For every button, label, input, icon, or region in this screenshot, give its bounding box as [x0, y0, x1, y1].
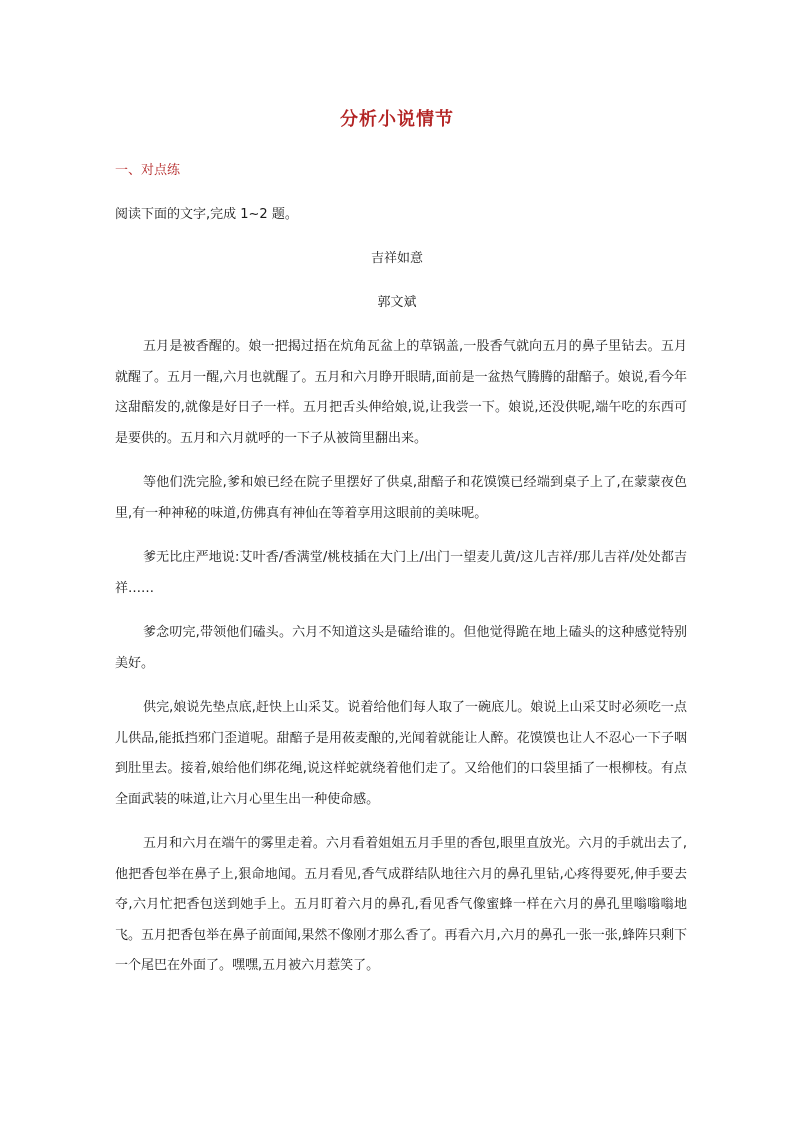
story-paragraph-2: 等他们洗完脸,爹和娘已经在院子里摆好了供桌,甜醅子和花馍馍已经端到桌子上了,在蒙蒙夜色里,有一种神秘的味道,仿佛真有神仙在等着享用这眼前的美味呢。: [115, 475, 687, 521]
story-body: [115, 332, 687, 996]
story-title: 吉祥如意: [370, 251, 423, 266]
story-paragraph-6: 五月和六月在端午的雾里走着。六月看着姐姐五月手里的香包,眼里直放光。六月的手就出去了,他把香包举在鼻子上,狠命地闻。五月看见,香气成群结队地往六月的鼻孔里钻,心疼得要死,伸手要去夺,六月忙把香包送到她手上。五月盯着六月的鼻孔,看见香气像蜜蜂一样在六月的鼻孔里嗡嗡嗡地飞。五月把香包举在鼻子前面闻,果然不像刚才那么香了。再看六月,六月的鼻孔一张一张,蜂阵只剩下一个尾巴在外面了。嘿嘿,五月被六月惹笑了。: [115, 836, 687, 973]
story-paragraph-5: 供完,娘说先垫点底,赶快上山采艾。说着给他们每人取了一碗底儿。娘说上山采艾时必须吃一点儿供品,能抵挡邪门歪道呢。甜醅子是用莜麦酿的,光闻着就能让人醉。花馍馍也让人不忍心一下子咽到肚里去。接着,娘给他们绑花绳,说这样蛇就绕着他们走了。又给他们的口袋里插了一根柳枝。有点全面武装的味道,让六月心里生出一种使命感。: [115, 700, 687, 807]
instruction-text: 阅读下面的文字,完成 1~2 题。: [115, 207, 298, 222]
page-title: 分析小说情节: [340, 109, 454, 130]
story-paragraph-1: 五月是被香醒的。娘一把揭过捂在炕角瓦盆上的草锅盖,一股香气就向五月的鼻子里钻去。五月就醒了。五月一醒,六月也就醒了。五月和六月睁开眼睛,面前是一盆热气腾腾的甜醅子。娘说,看今年这甜醅发的,就像是好日子一样。五月把舌头伸给娘,说,让我尝一下。娘说,还没供呢,端午吃的东西可是要供的。五月和六月就呼的一下子从被筒里翻出来。: [115, 339, 687, 446]
story-author: 郭文斌: [377, 295, 417, 310]
section-heading: 一、对点练: [115, 163, 181, 178]
story-paragraph-4: 爹念叨完,带领他们磕头。六月不知道这头是磕给谁的。但他觉得跪在地上磕头的这种感觉特别美好。: [115, 625, 687, 671]
story-paragraph-3: 爹无比庄严地说:艾叶香/香满堂/桃枝插在大门上/出门一望麦儿黄/这儿吉祥/那儿吉祥/处处都吉祥……: [115, 550, 687, 596]
